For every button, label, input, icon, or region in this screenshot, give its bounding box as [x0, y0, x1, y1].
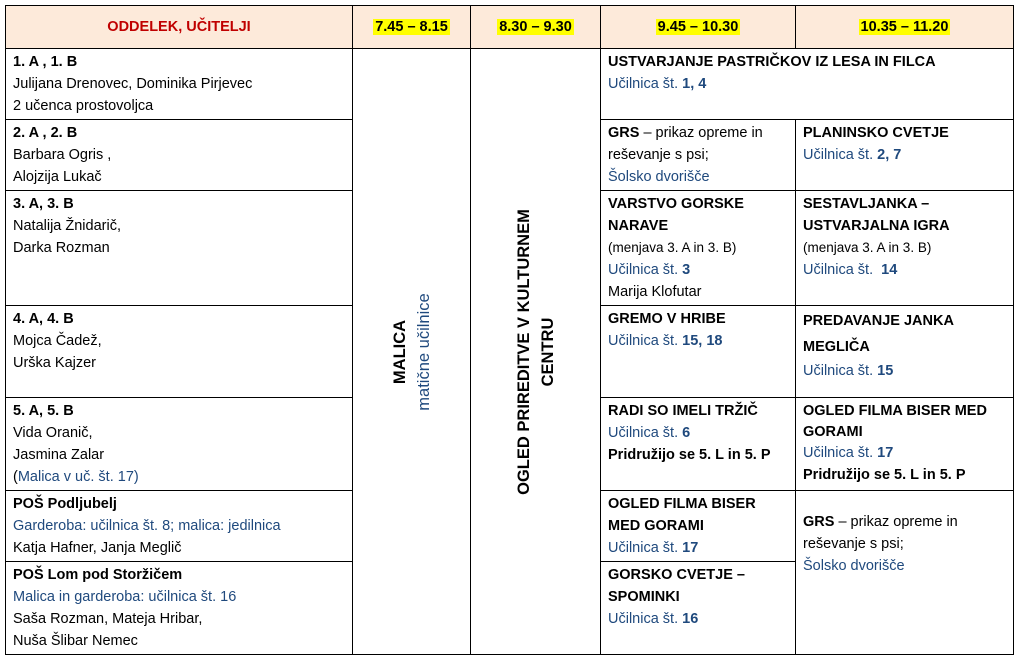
schedule-table [5, 5, 1014, 655]
room-number: 15 [877, 363, 894, 379]
class-cell [6, 191, 353, 306]
activity-cell [601, 562, 796, 655]
teachers: Julijana Drenovec, Dominika Pirjevec [13, 76, 253, 92]
room-number: 17 [877, 445, 894, 461]
activity-desc: – prikaz opreme in reševanje s psi; [803, 514, 958, 552]
malica-cell [353, 49, 471, 655]
room-label: Učilnica št. [803, 147, 874, 163]
header-slot-1: 7.45 – 8.15 [353, 6, 471, 49]
class-name: 3. A, 3. B [13, 196, 74, 212]
malica-title: MALICA [390, 319, 409, 384]
class-name: POŠ Lom pod Storžičem [13, 567, 183, 583]
class-cell [6, 562, 353, 655]
activity-cell [601, 49, 1014, 120]
activity-desc: – prikaz opreme in reševanje s psi; [608, 125, 763, 163]
class-cell [6, 120, 353, 191]
room-number: 16 [682, 611, 699, 627]
teacher: Darka Rozman [13, 240, 110, 256]
room-label: Učilnica št. [803, 262, 874, 278]
class-note: Garderoba: učilnica št. 8; malica: jedilnica [13, 518, 281, 534]
class-cell [6, 398, 353, 491]
place: Šolsko dvorišče [608, 169, 710, 185]
activity-title: GRS [803, 514, 835, 530]
activity-cell [796, 306, 1014, 398]
class-name: 4. A, 4. B [13, 311, 74, 327]
class-note: Malica in garderoba: učilnica št. 16 [13, 589, 237, 605]
room-number: 17 [682, 540, 699, 556]
activity-title: GREMO V HRIBE [608, 311, 726, 327]
activity-cell [601, 191, 796, 306]
person: Marija Klofutar [608, 284, 702, 300]
class-cell [6, 306, 353, 398]
room-number: 6 [682, 425, 691, 441]
activity-title: SPOMINKI [608, 589, 680, 605]
header-slot-3: 9.45 – 10.30 [601, 6, 796, 49]
malica-subtitle: matične učilnice [414, 292, 433, 411]
room-label: Učilnica št. [608, 333, 679, 349]
room-number: 1, 4 [682, 76, 707, 92]
header-slot-4: 10.35 – 11.20 [796, 6, 1014, 49]
activity-cell [796, 398, 1014, 491]
activity-title: OGLED FILMA BISER MED [803, 403, 987, 419]
activity-note: (menjava 3. A in 3. B) [608, 240, 737, 255]
header-class-teachers: ODDELEK, UČITELJI [6, 6, 353, 49]
room-label: Učilnica št. [608, 425, 679, 441]
activity-title: GRS [608, 125, 640, 141]
header-slot-2: 8.30 – 9.30 [471, 6, 601, 49]
activity-title: GORAMI [803, 424, 863, 440]
ogled-title-line2: CENTRU [538, 317, 557, 386]
activity-cell [796, 191, 1014, 306]
join-note: Pridružijo se 5. L in 5. P [803, 467, 966, 483]
activity-title: OGLED FILMA BISER [608, 496, 756, 512]
teacher: Katja Hafner, Janja Meglič [13, 540, 182, 556]
activity-title: MED GORAMI [608, 518, 704, 534]
activity-title: PLANINSKO CVETJE [803, 125, 949, 141]
class-name: 5. A, 5. B [13, 403, 74, 419]
activity-title: USTVARJANJE PASTRIČKOV IZ LESA IN FILCA [608, 54, 936, 70]
room-number: 2, 7 [877, 147, 902, 163]
note-paren: ( [13, 469, 18, 485]
activity-title: USTVARJALNA IGRA [803, 218, 950, 234]
room-number: 15, 18 [682, 333, 723, 349]
room-label: Učilnica št. [608, 76, 679, 92]
header-row [6, 6, 1014, 49]
room-number: 3 [682, 262, 691, 278]
activity-title: GORSKO CVETJE – [608, 567, 745, 583]
activity-cell [796, 491, 1014, 655]
teacher: Urška Kajzer [13, 355, 96, 371]
activity-title: VARSTVO GORSKE [608, 196, 744, 212]
teacher: Vida Oranič, [13, 425, 93, 441]
activity-title: PREDAVANJE JANKA [803, 313, 954, 329]
teacher: Mojca Čadež, [13, 333, 102, 349]
place: Šolsko dvorišče [803, 558, 905, 574]
activity-title: MEGLIČA [803, 339, 870, 355]
room-number: 14 [881, 262, 898, 278]
room-label: Učilnica št. [803, 363, 874, 379]
room-label: Učilnica št. [608, 262, 679, 278]
activity-title: SESTAVLJANKA – [803, 196, 930, 212]
class-name: 1. A , 1. B [13, 54, 78, 70]
ogled-cell [471, 49, 601, 655]
teachers-extra: 2 učenca prostovoljca [13, 98, 154, 114]
teacher: Natalija Žnidarič, [13, 218, 121, 234]
teacher: Saša Rozman, Mateja Hribar, [13, 611, 203, 627]
activity-cell [601, 120, 796, 191]
ogled-title-line1: OGLED PRIREDITVE V KULTURNEM [514, 208, 533, 495]
teacher: Nuša Šlibar Nemec [13, 633, 138, 649]
teacher: Barbara Ogris , [13, 147, 112, 163]
class-note: Malica v uč. št. 17) [17, 469, 139, 485]
join-note: Pridružijo se 5. L in 5. P [608, 447, 771, 463]
room-label: Učilnica št. [803, 445, 874, 461]
activity-cell [796, 120, 1014, 191]
teacher: Jasmina Zalar [13, 447, 105, 463]
class-name: POŠ Podljubelj [13, 496, 117, 512]
teacher: Alojzija Lukač [13, 169, 102, 185]
activity-cell [601, 306, 796, 398]
activity-cell [601, 398, 796, 491]
activity-cell [601, 491, 796, 562]
room-label: Učilnica št. [608, 611, 679, 627]
activity-note: (menjava 3. A in 3. B) [803, 240, 932, 255]
table-row [6, 49, 1014, 120]
class-cell [6, 49, 353, 120]
class-name: 2. A , 2. B [13, 125, 78, 141]
activity-title: NARAVE [608, 218, 669, 234]
room-label: Učilnica št. [608, 540, 679, 556]
activity-title: RADI SO IMELI TRŽIČ [608, 403, 758, 419]
class-cell [6, 491, 353, 562]
